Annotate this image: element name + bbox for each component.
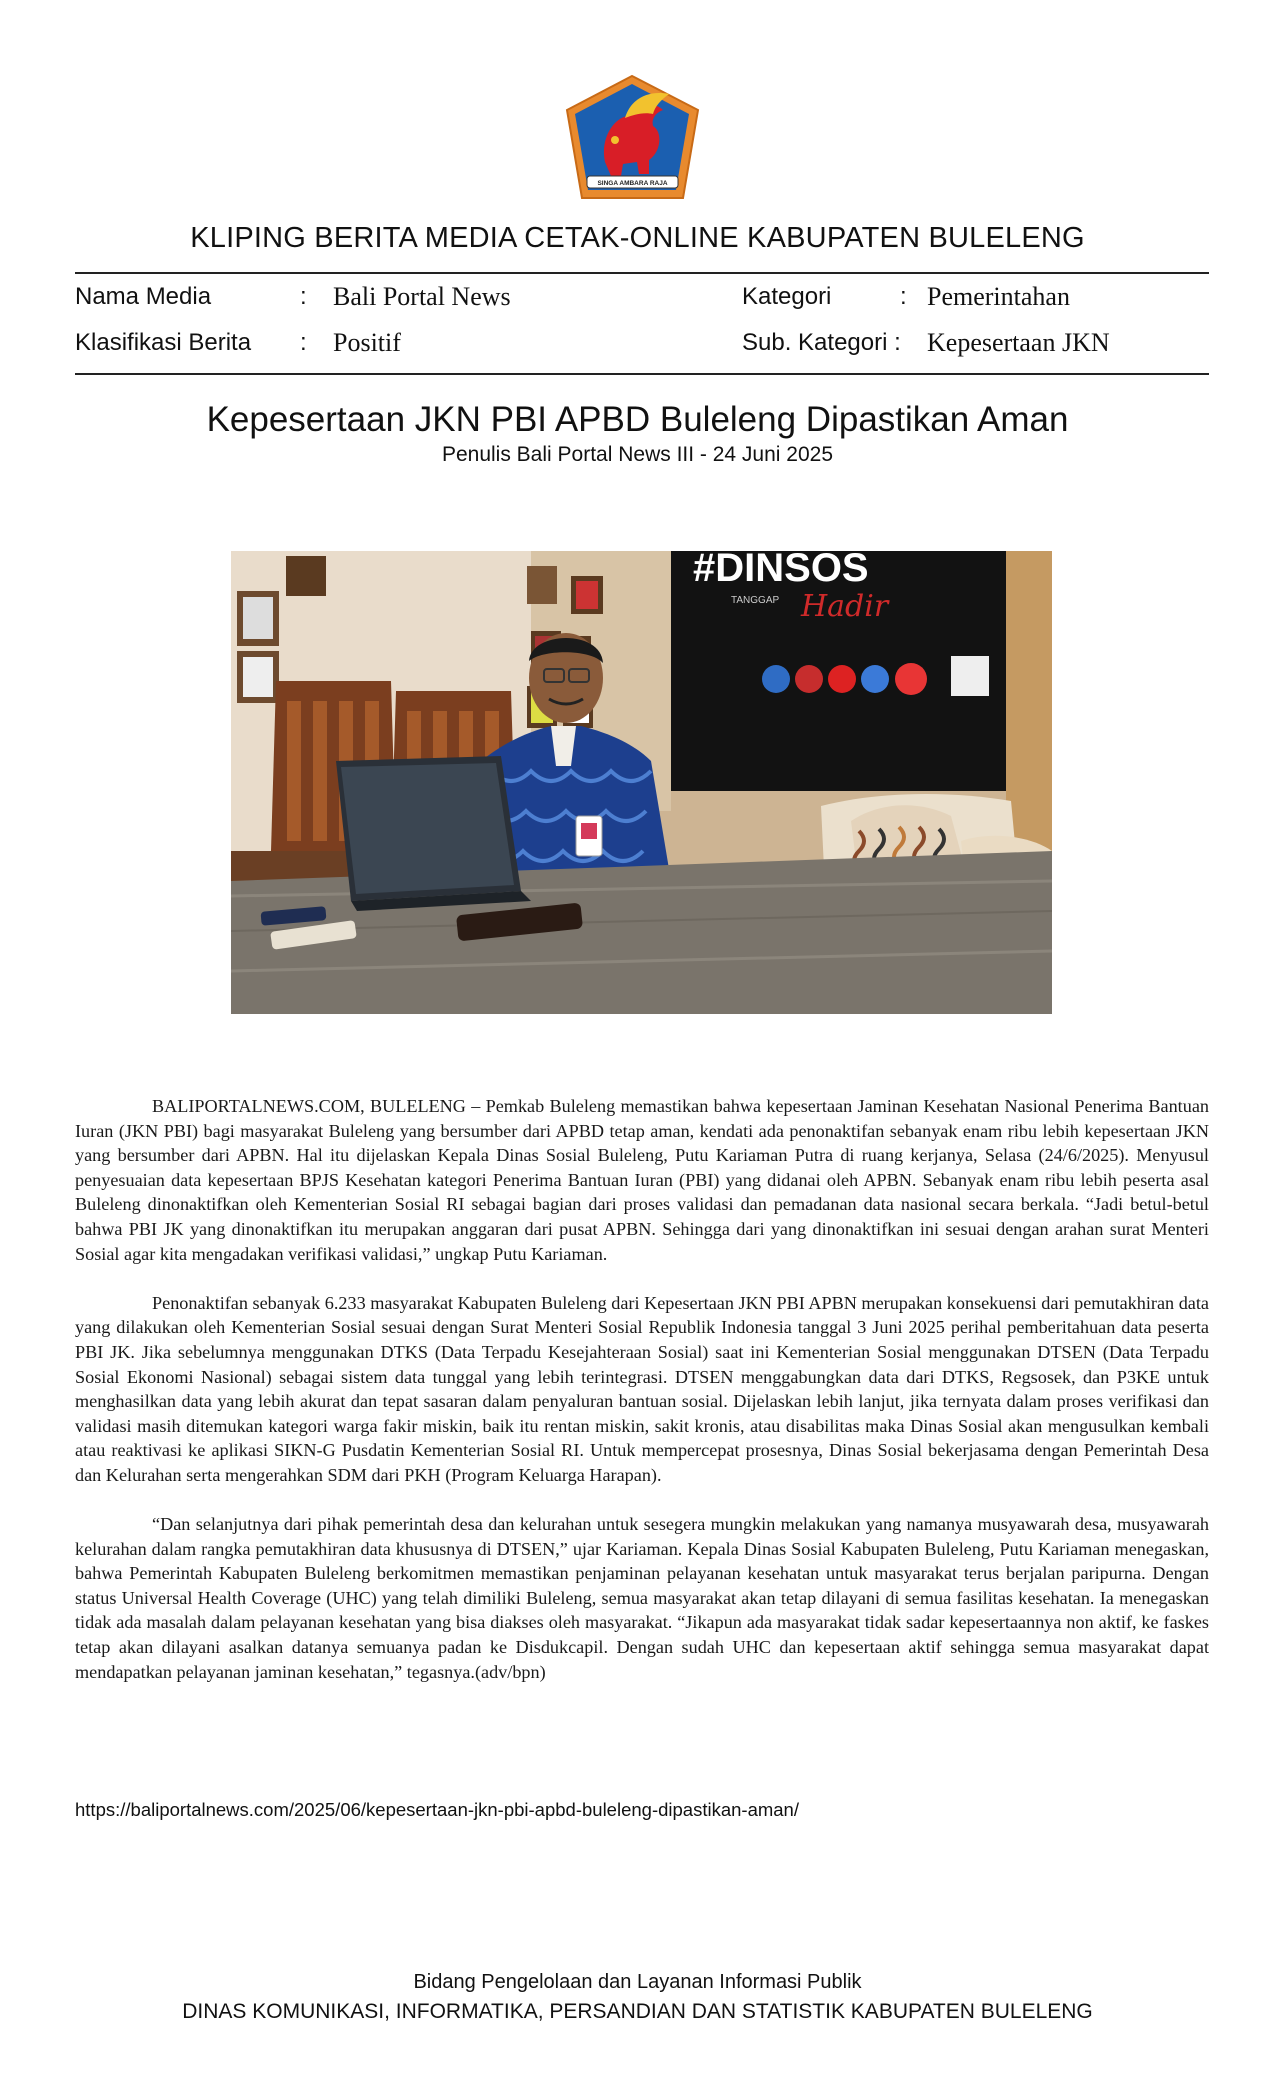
subcategory-label: Sub. Kategori : (742, 329, 901, 356)
header-divider-bottom (75, 373, 1209, 375)
media-name-colon: : (300, 283, 307, 310)
subcategory-value: Kepesertaan JKN (927, 328, 1110, 357)
footer-division: Bidang Pengelolaan dan Layanan Informasi Publik (413, 1971, 862, 1993)
classification-label: Klasifikasi Berita (75, 329, 252, 356)
source-url-link[interactable]: https://baliportalnews.com/2025/06/kepesertaan-jkn-pbi-apbd-buleleng-dipastikan-aman/ (75, 1799, 799, 1820)
buleleng-regency-logo (565, 74, 700, 200)
lion-shield-icon (565, 74, 700, 200)
photo-banner-subtext: Hadir (801, 589, 889, 624)
article-paragraph-3: “Dan selanjutnya dari pihak pemerintah desa dan kelurahan untuk sesegera mungkin melakukan yang namanya musyawarah desa, musyawarah kelurahan dalam rangka pemutakhiran data khususnya di DTSEN,” ujar Kariaman. Kepala Dinas Sosial Kabupaten Buleleng, Putu Kariaman menegaskan, bahwa Pemerintah Kabupaten Buleleng berkomitmen memastikan penjaminan pelayanan kesehatan untuk masyarakat terus berjalan paripurna. Dengan status Universal Health Coverage (UHC) yang telah dimiliki Buleleng, semua masyarakat akan tetap dilayani di semua fasilitas kesehatan. Ia menegaskan tidak ada masalah dalam pelayanan kesehatan yang bisa diakses oleh masyarakat. “Jikapun ada masyarakat tidak sadar kepesertaannya non aktif, ke faskes tetap akan dilayani asalkan datanya semuanya padan ke Disdukcapil. Dengan sudah UHC dan kepesertaan aktif sehingga semua masyarakat dapat mendapatkan pelayanan jaminan kesehatan,” tegasnya.(adv/bpn) (75, 1514, 1209, 1682)
article-paragraph-1: BALIPORTALNEWS.COM, BULELENG – Pemkab Buleleng memastikan bahwa kepesertaan Jaminan Kesehatan Nasional Penerima Bantuan Iuran (JKN PBI) bagi masyarakat Buleleng yang bersumber dari APBD tetap aman, kendati ada penonaktifan sebanyak enam ribu lebih kepesertaan JKN yang bersumber dari APBN. Hal itu dijelaskan Kepala Dinas Sosial Buleleng, Putu Kariaman Putra di ruang kerjanya, Selasa (24/6/2025). Menyusul penyesuaian data kepesertaan BPJS Kesehatan kategori Penerima Bantuan Iuran (PBI) yang didanai oleh APBN. Sebanyak enam ribu lebih peserta asal Buleleng dinonaktifkan oleh Kementerian Sosial RI sebagai bagian dari proses validasi dan pemadanan data nasional secara berkala. “Jadi betul-betul bahwa PBI JK yang dinonaktifkan itu merupakan anggaran dari pusat APBN. Sehingga dari yang dinonaktifkan ini sesuai dengan arahan surat Menteri Sosial agar kita mengadakan verifikasi validasi,” ungkap Putu Kariaman. (75, 1096, 1209, 1264)
category-colon: : (900, 283, 907, 310)
photo-banner-text: #DINSOS (693, 551, 869, 590)
media-name-label: Nama Media (75, 283, 212, 310)
article-paragraph-2: Penonaktifan sebanyak 6.233 masyarakat Kabupaten Buleleng dari Kepesertaan JKN PBI APBN merupakan konsekuensi dari pemutakhiran data yang dilakukan oleh Kementerian Sosial sesuai dengan Surat Menteri Sosial Republik Indonesia tanggal 3 Juni 2025 perihal pemberitahuan data peserta PBI JK. Jika sebelumnya menggunakan DTKS (Data Terpadu Kesejahteraan Sosial) saat ini Kementerian Sosial menggunakan DTSEN (Data Terpadu Sosial Ekonomi Nasional) sebagai sistem data tunggal yang lebih terintegrasi. DTSEN menggabungkan data dari DTKS, Regsosek, dan P3KE untuk menghasilkan data yang lebih akurat dan tepat sasaran dalam penyaluran bantuan sosial. Dijelaskan lebih lanjut, jika ternyata dalam proses verifikasi dan validasi masih ditemukan kategori warga fakir miskin, baik itu rentan miskin, sakit kronis, atau disabilitas maka Dinas Sosial akan mengusulkan kembali atau reaktivasi ke aplikasi SIKN-G Pusdatin Kementerian Sosial RI. Untuk mempercepat prosesnya, Dinas Sosial bekerjasama dengan Pemerintah Desa dan Kelurahan serta mengerahkan SDM dari PKH (Program Keluarga Harapan). (75, 1292, 1209, 1485)
article-byline: Penulis Bali Portal News III - 24 Juni 2025 (441, 443, 834, 466)
classification-value: Positif (333, 328, 401, 357)
article-body (75, 1094, 1209, 1709)
article-title: Kepesertaan JKN PBI APBD Buleleng Dipastikan Aman (206, 400, 1069, 439)
classification-colon: : (300, 329, 307, 356)
logo-motto: SINGA AMBARA RAJA (597, 180, 668, 187)
photo-tagline: TANGGAP (731, 595, 780, 606)
article-photo (231, 551, 1052, 1014)
media-name-value: Bali Portal News (333, 282, 511, 311)
footer-agency: DINAS KOMUNIKASI, INFORMATIKA, PERSANDIAN DAN STATISTIK KABUPATEN BULELENG (182, 2000, 1093, 2023)
clipping-title: KLIPING BERITA MEDIA CETAK-ONLINE KABUPATEN BULELENG (190, 222, 1085, 254)
category-value: Pemerintahan (927, 282, 1070, 311)
header-divider-top (75, 272, 1209, 274)
category-label: Kategori (742, 283, 832, 310)
